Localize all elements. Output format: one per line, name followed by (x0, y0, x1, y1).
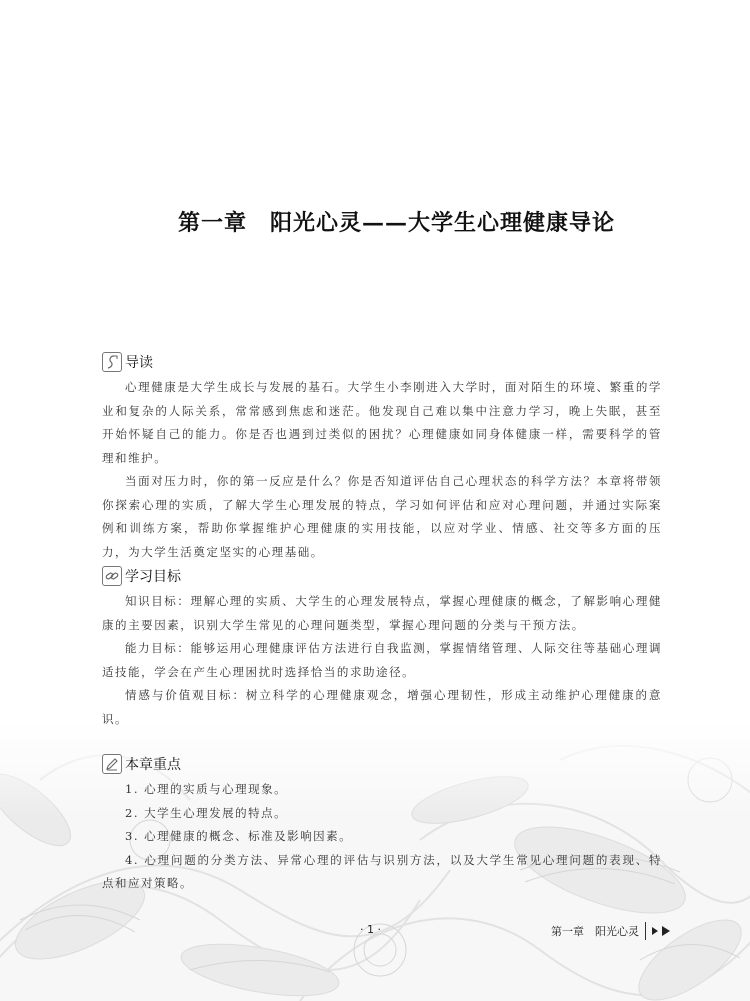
small-arrow-icon (652, 927, 658, 935)
pencil-icon (102, 754, 122, 774)
key-points-section (102, 752, 662, 896)
key-point-4: 4. 心理问题的分类方法、异常心理的评估与识别方法，以及大学生常见心理问题的表现、特点和应对策略。 (102, 852, 662, 890)
key-point-3: 3. 心理健康的概念、标准及影响因素。 (125, 829, 353, 843)
goals-heading (102, 564, 662, 588)
page-curl-icon (102, 352, 122, 372)
chapter-title: 第一章 阳光心灵——大学生心理健康导论 (178, 210, 616, 236)
key-points-heading (102, 752, 662, 776)
running-head (551, 922, 670, 940)
intro-heading-text: 导读 (125, 355, 153, 371)
page-number: · 1 · (360, 923, 381, 936)
goals-heading-text: 学习目标 (125, 569, 181, 585)
goals-knowledge: 知识目标：理解心理的实质、大学生的心理发展特点，掌握心理健康的概念，了解影响心理健康的主要因素，识别大学生常见的心理问题类型，掌握心理问题的分类与干预方法。 (102, 594, 662, 632)
key-points-heading-text: 本章重点 (125, 757, 181, 773)
chain-link-icon (102, 566, 122, 586)
running-head-text: 第一章 阳光心灵 (551, 925, 639, 938)
goals-section (102, 564, 662, 731)
running-head-divider (645, 922, 646, 940)
intro-paragraph-2: 当面对压力时，你的第一反应是什么？你是否知道评估自己心理状态的科学方法？本章将带领你探索心理的实质，了解大学生心理发展的特点，学习如何评估和应对心理问题，并通过实际案例和训练方案，帮助你掌握维护心理健康的实用技能，以应对学业、情感、社交等多方面的压力，为大学生活奠定坚实的心理基础。 (102, 474, 662, 559)
key-point-1: 1. 心理的实质与心理现象。 (125, 782, 288, 796)
large-arrow-icon (662, 926, 670, 936)
intro-paragraph-1: 心理健康是大学生成长与发展的基石。大学生小李刚进入大学时，面对陌生的环境、繁重的学业和复杂的人际关系，常常感到焦虑和迷茫。他发现自己难以集中注意力学习，晚上失眠，甚至开始怀疑自己的能力。你是否也遇到过类似的困扰？心理健康如同身体健康一样，需要科学的管理和维护。 (102, 380, 662, 465)
intro-section (102, 350, 662, 564)
intro-heading (102, 350, 662, 374)
key-point-2: 2. 大学生心理发展的特点。 (125, 805, 288, 820)
goals-values: 情感与价值观目标：树立科学的心理健康观念，增强心理韧性，形成主动维护心理健康的意识。 (102, 688, 662, 726)
goals-ability: 能力目标：能够运用心理健康评估方法进行自我监测，掌握情绪管理、人际交往等基础心理调适技能，学会在产生心理困扰时选择恰当的求助途径。 (102, 641, 662, 679)
